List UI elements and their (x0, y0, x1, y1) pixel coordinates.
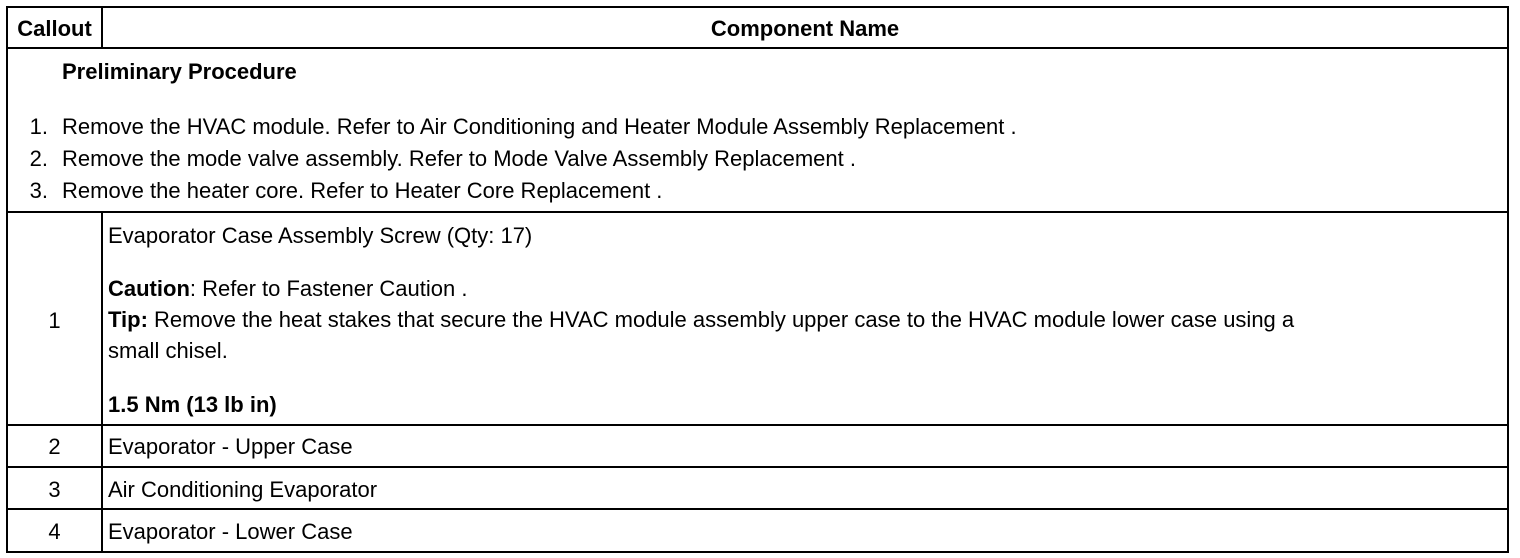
row-divider (8, 211, 1507, 213)
column-divider (101, 211, 103, 551)
preliminary-title: Preliminary Procedure (62, 59, 297, 84)
step-number: 3. (29, 178, 48, 203)
step-text: Remove the mode valve assembly. Refer to Mode Valve Assembly Replacement . (62, 146, 856, 171)
callout-number: 2 (48, 434, 61, 459)
callout-number: 1 (48, 308, 61, 333)
header-callout: Callout (17, 16, 92, 41)
component-name: Evaporator - Lower Case (108, 519, 353, 544)
callout-number: 3 (48, 477, 61, 502)
tip-continuation: small chisel. (108, 338, 228, 363)
step-number: 2. (29, 146, 48, 171)
step-text: Remove the heater core. Refer to Heater Core Replacement . (62, 178, 663, 203)
step-number: 1. (29, 114, 48, 139)
callout-number: 4 (48, 519, 61, 544)
component-table (6, 6, 1509, 553)
component-name: Evaporator Case Assembly Screw (Qty: 17) (108, 223, 533, 248)
caution-label: Caution (108, 276, 190, 301)
caution-line (108, 276, 467, 302)
row-divider (8, 424, 1507, 426)
tip-label: Tip: (108, 307, 148, 332)
component-name: Evaporator - Upper Case (108, 434, 353, 459)
row-divider (8, 466, 1507, 468)
tip-text: Remove the heat stakes that secure the HVAC module assembly upper case to the HVAC module lower case using a (147, 307, 1295, 332)
step-text: Remove the HVAC module. Refer to Air Conditioning and Heater Module Assembly Replacement . (62, 114, 1017, 139)
caution-text: : Refer to Fastener Caution . (189, 276, 468, 301)
torque-spec: 1.5 Nm (13 lb in) (108, 392, 277, 417)
tip-line (108, 307, 1294, 333)
row-divider (8, 47, 1507, 49)
row-divider (8, 508, 1507, 510)
header-component-name: Component Name (710, 16, 900, 41)
component-name: Air Conditioning Evaporator (108, 477, 378, 502)
